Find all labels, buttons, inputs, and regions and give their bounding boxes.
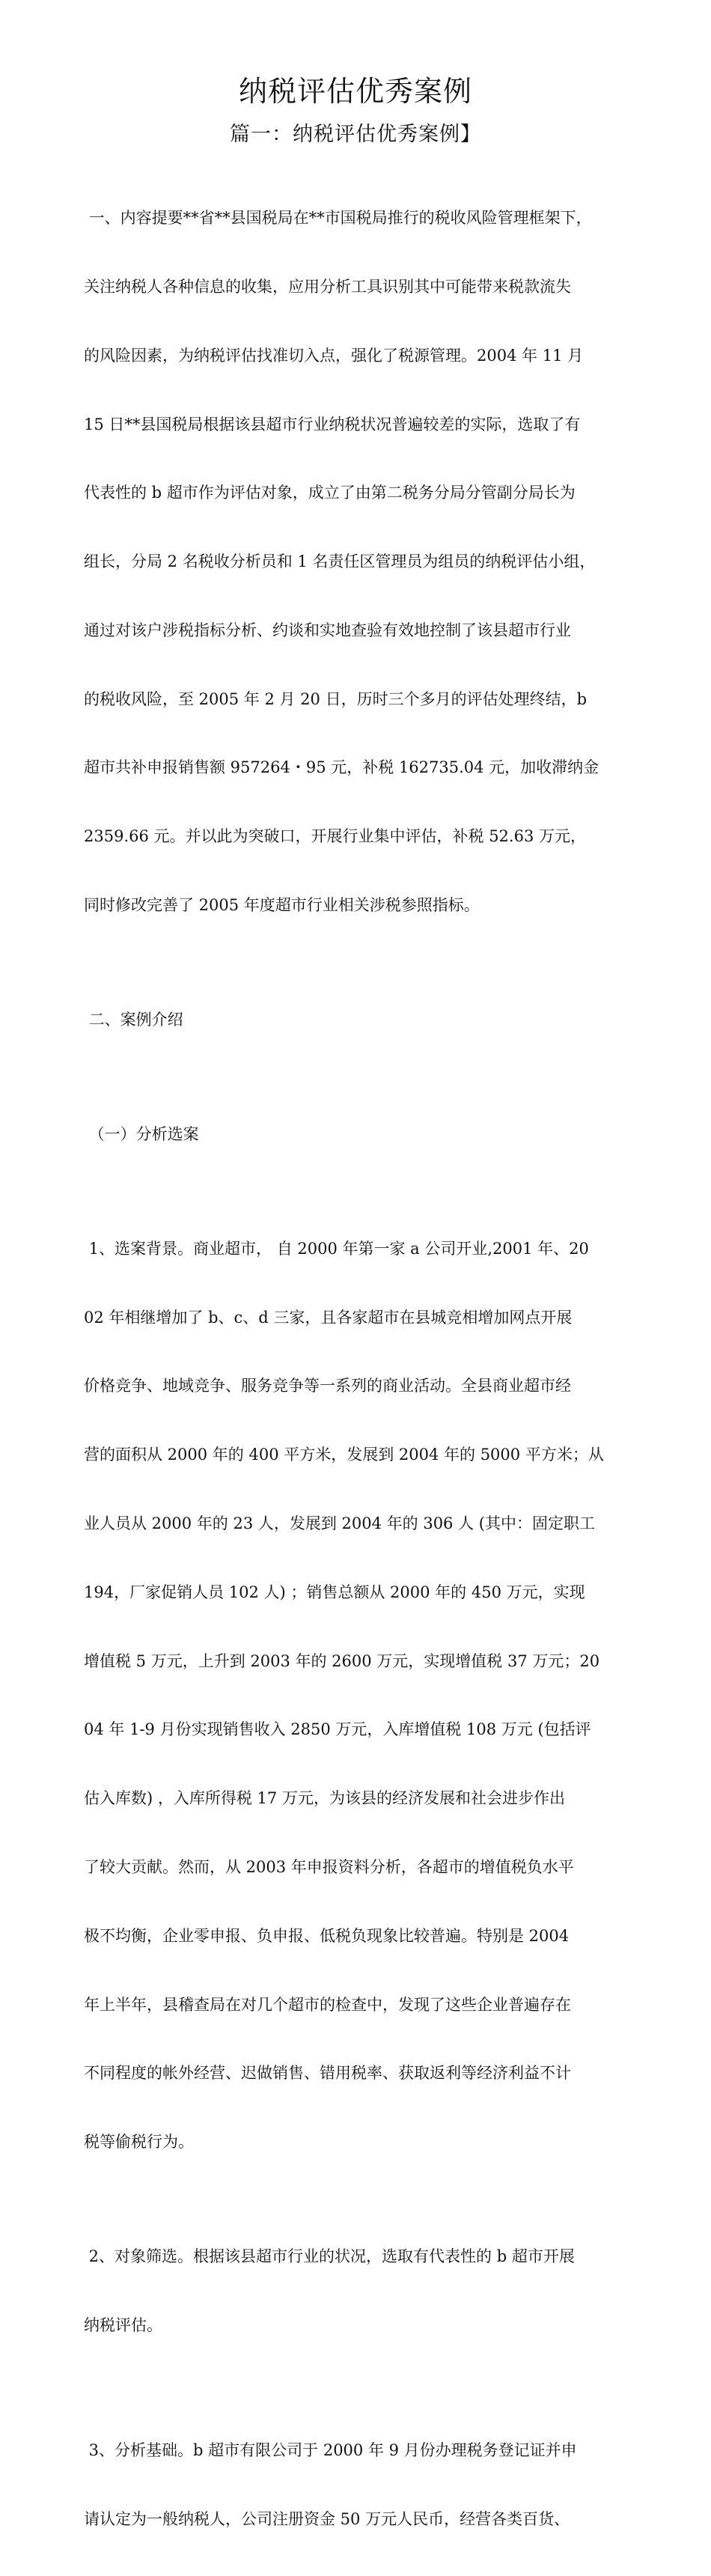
text-line: 关注纳税人各种信息的收集，应用分析工具识别其中可能带来税款流失: [84, 277, 571, 296]
text-line: 请认定为一般纳税人，公司注册资金 50 万元人民币，经营各类百货、: [84, 2509, 570, 2528]
document-subtitle: 篇一：纳税评估优秀案例】: [230, 123, 481, 146]
text-line: 通过对该户涉税指标分析、约谈和实地查验有效地控制了该县超市行业: [84, 621, 571, 639]
text-line: 02 年相继增加了 b、c、d 三家，且各家超市在县城竞相增加网点开展: [84, 1308, 573, 1327]
text-line: 15 日**县国税局根据该县超市行业纳税状况普遍较差的实际，选取了有: [84, 415, 581, 433]
document-body: [84, 161, 629, 2576]
text-line: 营的面积从 2000 年的 400 平方米，发展到 2004 年的 5000 平方米；从: [84, 1446, 604, 1464]
text-line: 增值税 5 万元，上升到 2003 年的 2600 万元，实现增值税 37 万元；20: [84, 1651, 600, 1670]
text-line: 的风险因素，为纳税评估找准切入点，强化了税源管理。2004 年 11 月: [84, 346, 584, 365]
text-line: 一、内容提要**省**县国税局在**市国税局推行的税收风险管理框架下，: [84, 209, 592, 228]
paragraph-analysis-basis: [84, 2393, 629, 2576]
document-title: 纳税评估优秀案例: [238, 75, 472, 108]
paragraph-background: [84, 1192, 629, 2199]
text-line: 组长，分局 2 名税收分析员和 1 名责任区管理员为组员的纳税评估小组，: [84, 552, 596, 571]
text-line: 的税收风险，至 2005 年 2 月 20 日，历时三个多月的评估处理终结，b: [84, 689, 588, 708]
text-line: 同时修改完善了 2005 年度超市行业相关涉税参照指标。: [84, 896, 480, 914]
text-line: 纳税评估。: [84, 2315, 162, 2334]
text-line: 1、选案背景。商业超市， 自 2000 年第一家 a 公司开业,2001 年、20: [84, 1239, 589, 1258]
text-line: 2、对象筛选。根据该县超市行业的状况，选取有代表性的 b 超市开展: [84, 2247, 575, 2266]
text-line: 业人员从 2000 年的 23 人，发展到 2004 年的 306 人 (其中：固定职工: [84, 1514, 595, 1533]
text-line: 二、案例介绍: [84, 1010, 183, 1029]
paragraph-target-selection: [84, 2199, 629, 2383]
text-line: 04 年 1-9 月份实现销售收入 2850 万元，入库增值税 108 万元 (包括评: [84, 1720, 591, 1739]
subsection-heading-analysis: [84, 1077, 629, 1192]
text-line: 代表性的 b 超市作为评估对象，成立了由第二税务分局分管副分局长为: [84, 484, 576, 502]
text-line: 年上半年，县稽查局在对几个超市的检查中，发现了这些企业普遍存在: [84, 1995, 571, 2014]
text-line: 了较大贡献。然而，从 2003 年申报资料分析，各超市的增值税负水平: [84, 1857, 574, 1876]
paragraph-gap: [84, 2383, 629, 2393]
text-line: 极不均衡，企业零申报、负申报、低税负现象比较普遍。特别是 2004: [84, 1926, 570, 1945]
text-line: 2359.66 元。并以此为突破口，开展行业集中评估，补税 52.63 万元，: [84, 827, 586, 846]
text-line: 3、分析基础。b 超市有限公司于 2000 年 9 月份办理税务登记证并申: [84, 2440, 577, 2459]
text-line: 税等偷税行为。: [84, 2133, 194, 2152]
text-line: 超市共补申报销售额 957264・95 元，补税 162735.04 元，加收滞纳金: [84, 758, 599, 777]
text-line: 估入库数) ，入库所得税 17 万元，为该县的经济发展和社会进步作出: [84, 1789, 565, 1808]
section-heading-case-intro: [84, 963, 629, 1077]
text-line: （一）分析选案: [84, 1124, 199, 1143]
paragraph-summary: [84, 161, 629, 963]
text-line: 不同程度的帐外经营、迟做销售、错用税率、获取返利等经济利益不计: [84, 2064, 571, 2083]
text-line: 价格竞争、地域竞争、服务竞争等一系列的商业活动。全县商业超市经: [84, 1377, 571, 1395]
text-line: 194，厂家促销人员 102 人) ；销售总额从 2000 年的 450 万元，实现: [84, 1583, 585, 1601]
